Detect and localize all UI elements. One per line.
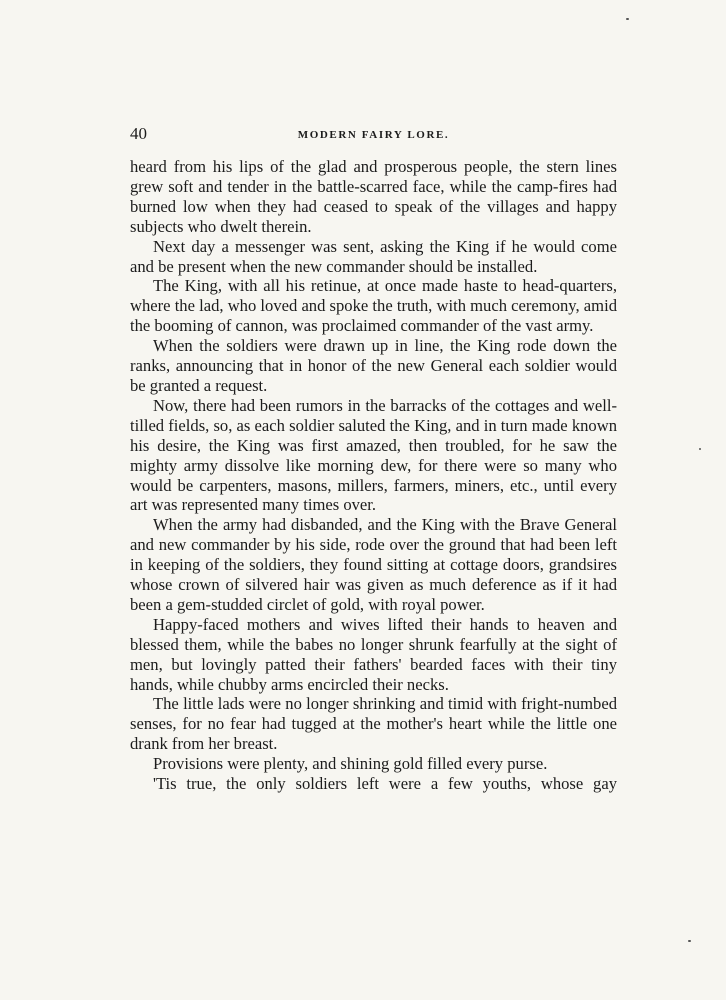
paragraph: Now, there had been rumors in the barracks of the cottages and well-tilled fields, so, as each soldier saluted the King, and in turn made known his desire, the King was first amazed, then troubled, for he saw the mighty army dissolve like morning dew, for there were so many who would be carpenters, masons, millers, farmers, miners, etc., until every art was represented many times over. (130, 395, 617, 515)
paragraph: When the army had disbanded, and the King with the Brave General and new commander by his side, rode over the ground that had been left in keeping of the soldiers, they found sitting at cottage doors, grandsires whose crown of silvered hair was given as much deference as if it had been a gem-studded circlet of gold, with royal power. (130, 515, 617, 614)
paper-speck (699, 448, 701, 450)
paper-speck (688, 940, 691, 942)
paragraph: Next day a messenger was sent, asking the King if he would come and be present when the new commander should be installed. (130, 236, 617, 276)
body-text (130, 157, 617, 794)
page-number: 40 (130, 124, 147, 143)
paragraph: The little lads were no longer shrinking and timid with fright-numbed senses, for no fear had tugged at the mother's heart while the little one drank from her breast. (130, 694, 617, 754)
running-head: MODERN FAIRY LORE. (297, 129, 450, 141)
paragraph: Provisions were plenty, and shining gold filled every purse. (153, 754, 548, 774)
paragraph: When the soldiers were drawn up in line, the King rode down the ranks, announcing that in honor of the new General each soldier would be granted a request. (130, 336, 617, 395)
paragraph: The King, with all his retinue, at once made haste to head-quarters, where the lad, who loved and spoke the truth, with much ceremony, amid the booming of cannon, was proclaimed commander of the vast army. (130, 276, 617, 336)
paragraph: 'Tis true, the only soldiers left were a few youths, whose gay (153, 774, 617, 794)
paragraph: Happy-faced mothers and wives lifted their hands to heaven and blessed them, while the babes no longer shrunk fearfully at the sight of men, but lovingly patted their fathers' bearded faces with their tiny hands, while chubby arms encircled their necks. (130, 614, 617, 694)
paper-speck (626, 18, 629, 20)
page-header (130, 123, 617, 145)
paragraph: heard from his lips of the glad and prosperous people, the stern lines grew soft and tender in the battle-scarred face, while the camp-fires had burned low when they had ceased to speak of the villages and happy subjects who dwelt therein. (130, 157, 617, 236)
